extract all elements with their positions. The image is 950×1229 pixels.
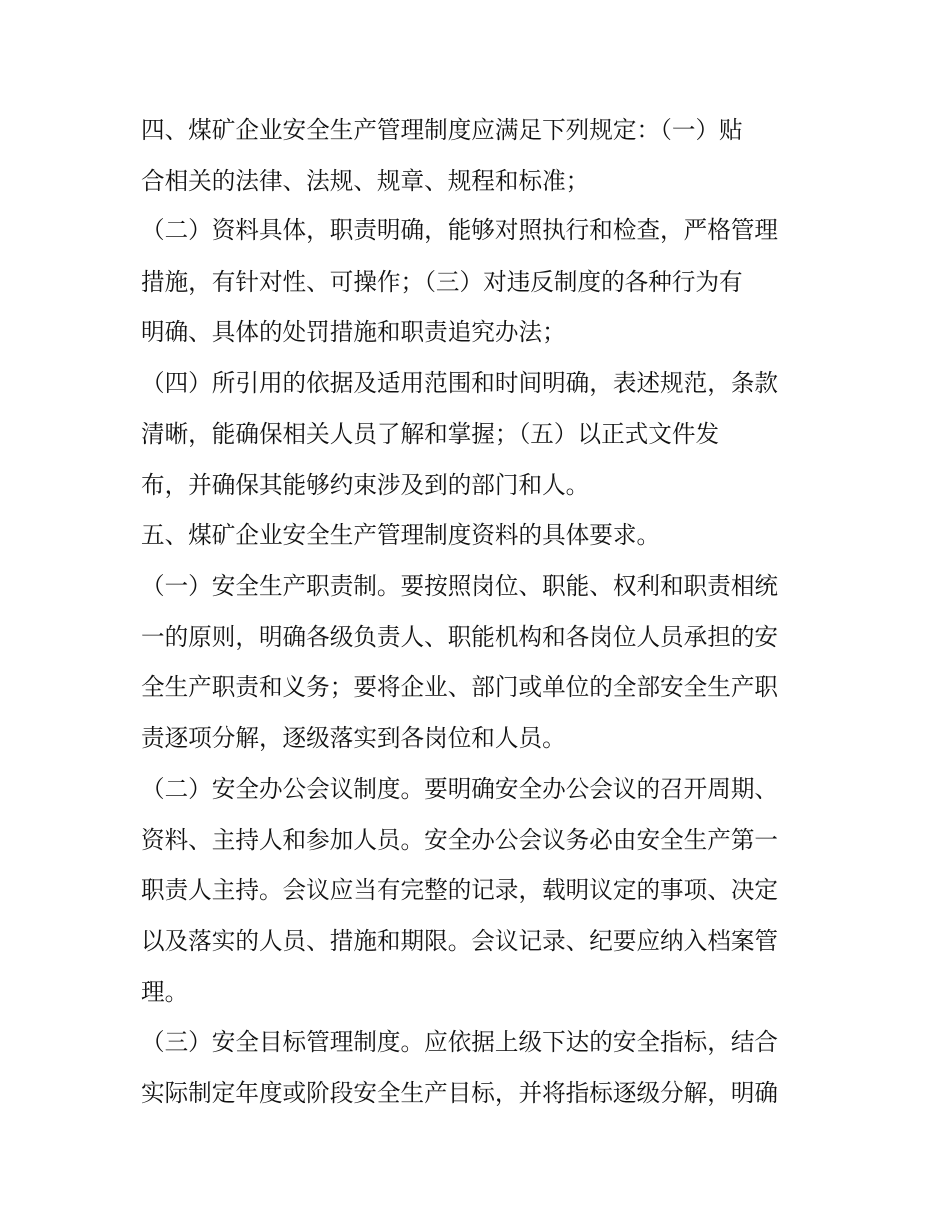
text-line: 措施，有针对性、可操作；（三）对违反制度的各种行为有 <box>141 268 743 296</box>
text-line: 五、煤矿企业安全生产管理制度资料的具体要求。 <box>141 521 661 549</box>
text-line: 清晰，能确保相关人员了解和掌握；（五）以正式文件发 <box>141 420 720 448</box>
text-line: 责逐项分解，逐级落实到各岗位和人员。 <box>141 724 566 752</box>
text-line: 以及落实的人员、措施和期限。会议记录、纪要应纳入档案管 <box>141 927 779 955</box>
text-line: 明确、具体的处罚措施和职责追究办法； <box>141 318 566 346</box>
text-line: 四、煤矿企业安全生产管理制度应满足下列规定：（一）贴 <box>141 116 743 144</box>
text-line: 理。 <box>141 978 189 1006</box>
text-line: 资料、主持人和参加人员。安全办公会议务必由安全生产第一 <box>141 826 779 854</box>
text-line: （四）所引用的依据及适用范围和时间明确，表述规范，条款 <box>141 369 779 397</box>
text-line: （二）资料具体，职责明确，能够对照执行和检查，严格管理 <box>141 216 779 244</box>
text-line: 职责人主持。会议应当有完整的记录，载明议定的事项、决定 <box>141 876 779 904</box>
text-line: （一）安全生产职责制。要按照岗位、职能、权利和职责相统 <box>141 572 779 600</box>
text-line: 全生产职责和义务；要将企业、部门或单位的全部安全生产职 <box>141 673 779 701</box>
text-line: 一的原则，明确各级负责人、职能机构和各岗位人员承担的安 <box>141 623 779 651</box>
text-line: （三）安全目标管理制度。应依据上级下达的安全指标，结合 <box>141 1028 779 1056</box>
text-line: 合相关的法律、法规、规章、规程和标准； <box>141 167 590 195</box>
text-line: 实际制定年度或阶段安全生产目标，并将指标逐级分解，明确 <box>141 1079 779 1107</box>
text-line: （二）安全办公会议制度。要明确安全办公会议的召开周期、 <box>141 775 779 803</box>
text-line: 布，并确保其能够约束涉及到的部门和人。 <box>141 471 590 499</box>
